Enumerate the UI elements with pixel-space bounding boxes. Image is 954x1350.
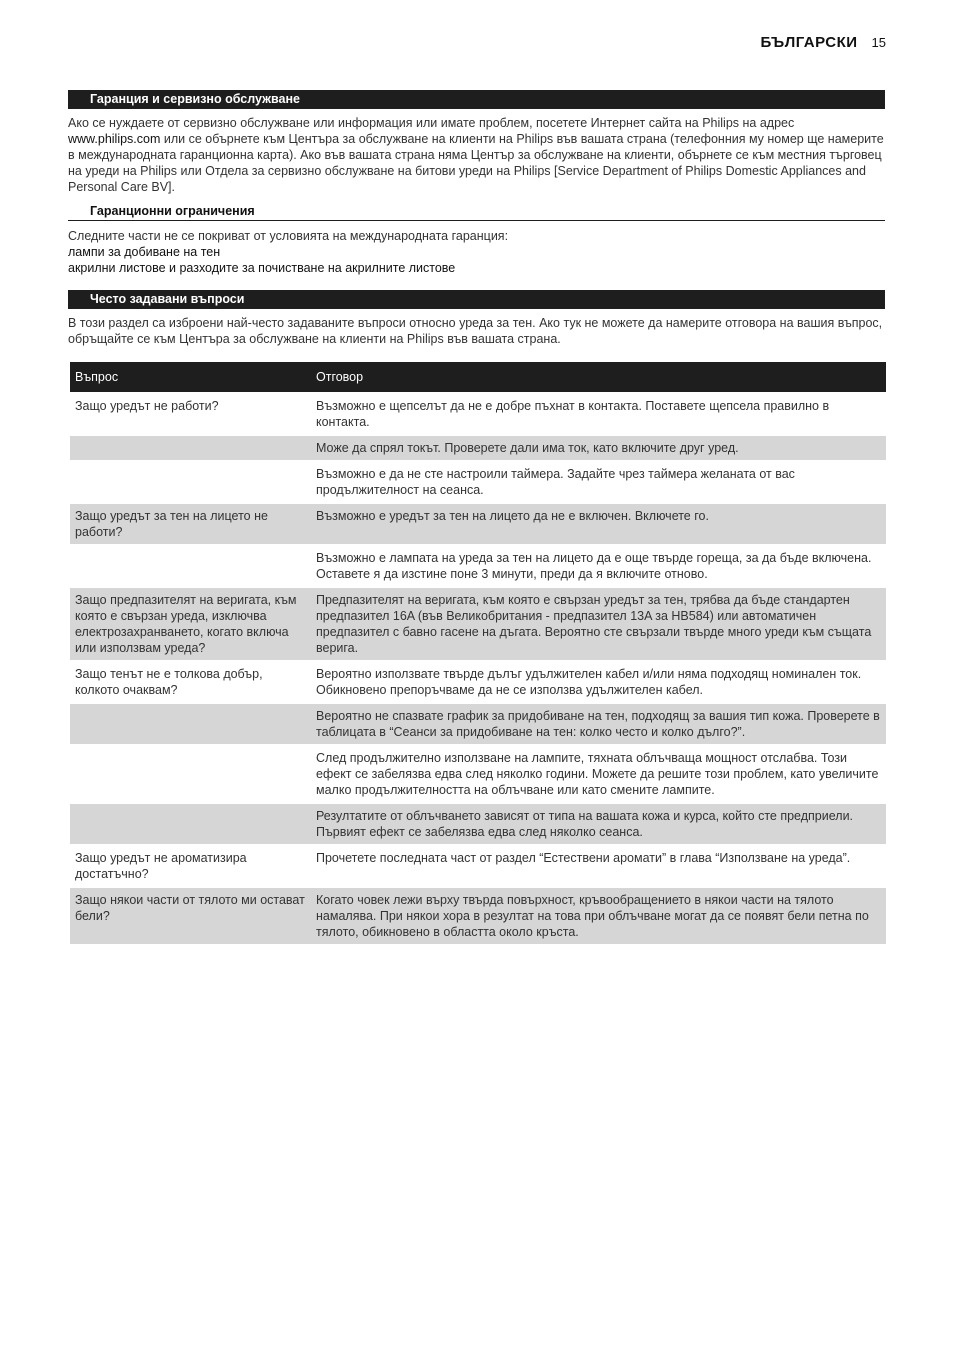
answer-cell: Вероятно използвате твърде дълъг удължителен кабел и/или няма подходящ номинален ток. Обикновено препоръчваме да не се използва удължителен кабел.: [311, 661, 886, 703]
question-cell: [70, 461, 311, 503]
warranty-section-title: Гаранция и сервизно обслужване: [68, 90, 885, 109]
answer-cell: Може да спрял токът. Проверете дали има ток, като включите друг уред.: [311, 435, 886, 461]
answer-cell: Възможно е уредът за тен на лицето да не е включен. Включете го.: [311, 503, 886, 545]
answer-cell: Възможно е щепселът да не е добре пъхнат в контакта. Поставете щепсела правилно в контакта.: [311, 393, 886, 435]
question-cell: Защо предпазителят на веригата, към която е свързан уреда, изключва електрозахранването, когато включа или използвам уреда?: [70, 587, 311, 661]
column-header-answer: Отговор: [311, 362, 886, 393]
philips-link[interactable]: www.philips.com: [68, 132, 161, 146]
warranty-text-after: или се обърнете към Центъра за обслужване на клиенти на Philips във вашата страна (телефонния му номер ще намерите в международната гаранционна карта). Ако във вашата страна няма Център за обслужване на клиенти, обърнете се към местния търговец на уреди на Philips или Отдела за сервизно обслужване на битови уреди на Philips [Service Department of Philips Domestic Appliances and Personal Care BV].: [68, 132, 884, 194]
table-row: [70, 845, 886, 887]
table-row: [70, 393, 886, 435]
answer-cell: Възможно е да не сте настроили таймера. Задайте чрез таймера желаната от вас продължителност на сеанса.: [311, 461, 886, 503]
table-row: [70, 661, 886, 703]
faq-header-row: [70, 362, 886, 393]
question-cell: Защо уредът не ароматизира достатъчно?: [70, 845, 311, 887]
table-row: [70, 461, 886, 503]
question-cell: [70, 803, 311, 845]
question-cell: Защо тенът не е толкова добър, колкото очаквам?: [70, 661, 311, 703]
warranty-paragraph: [68, 115, 885, 195]
answer-cell: Прочетете последната част от раздел “Естествени аромати” в глава “Използване на уреда”.: [311, 845, 886, 887]
question-cell: [70, 703, 311, 745]
faq-section-title: Често задавани въпроси: [68, 290, 885, 309]
limitation-item: лампи за добиване на тен: [68, 245, 221, 259]
table-row: [70, 435, 886, 461]
answer-cell: Когато човек лежи върху твърда повърхност, кръвообращението в някои части на тялото намалява. При някои хора в резултат на това при облъчване могат да се появят бели петна по тялото, обикновено в областта около кръста.: [311, 887, 886, 944]
table-row: [70, 503, 886, 545]
answer-cell: Предпазителят на веригата, към която е свързан уредът за тен, трябва да бъде стандартен предпазител 16A (във Великобритания - предпазител 13A за HB584) или автоматичен предпазител с бавно гасене на дъгата. Вероятно сте свързали твърде много уреди към същата верига.: [311, 587, 886, 661]
answer-cell: Резултатите от облъчването зависят от типа на вашата кожа и курса, който сте предприели. Първият ефект се забелязва едва след няколко сеанса.: [311, 803, 886, 845]
table-row: [70, 745, 886, 803]
language-label: БЪЛГАРСКИ: [760, 34, 858, 51]
table-row: [70, 803, 886, 845]
limitations-title: Гаранционни ограничения: [68, 204, 885, 221]
question-cell: [70, 745, 311, 803]
table-row: [70, 545, 886, 587]
faq-table: [70, 362, 886, 944]
page-header: [760, 34, 886, 51]
table-row: [70, 587, 886, 661]
faq-intro: В този раздел са изброени най-често задаваните въпроси относно уреда за тен. Ако тук не можете да намерите отговора на вашия въпрос, обръщайте се към Центъра за обслужване на клиенти на Philips във вашата страна.: [68, 316, 883, 346]
warranty-text-before: Ако се нуждаете от сервизно обслужване или информация или имате проблем, посетете Интернет сайта на Philips на адрес: [68, 116, 795, 130]
question-cell: [70, 435, 311, 461]
answer-cell: Възможно е лампата на уреда за тен на лицето да е още твърде гореща, за да бъде включена. Оставете я да изстине поне 3 минути, преди да я включите отново.: [311, 545, 886, 587]
table-row: [70, 703, 886, 745]
question-cell: Защо някои части от тялото ми остават бели?: [70, 887, 311, 944]
limitation-item: акрилни листове и разходите за почистване на акрилните листове: [68, 261, 456, 275]
question-cell: Защо уредът за тен на лицето не работи?: [70, 503, 311, 545]
answer-cell: След продължително използване на лампите, тяхната облъчваща мощност отслабва. Този ефект се забелязва едва след няколко години. Можете да решите този проблем, като увеличите малко продължителността на облъчване или като смените лампите.: [311, 745, 886, 803]
column-header-question: Въпрос: [70, 362, 311, 393]
page-number: 15: [871, 35, 886, 50]
table-row: [70, 887, 886, 944]
limitations-intro: Следните части не се покриват от условията на международната гаранция:: [68, 229, 509, 243]
question-cell: [70, 545, 311, 587]
question-cell: Защо уредът не работи?: [70, 393, 311, 435]
answer-cell: Вероятно не спазвате график за придобиване на тен, подходящ за вашия тип кожа. Проверете в таблицата в “Сеанси за придобиване на тен: колко често и колко дълго?”.: [311, 703, 886, 745]
